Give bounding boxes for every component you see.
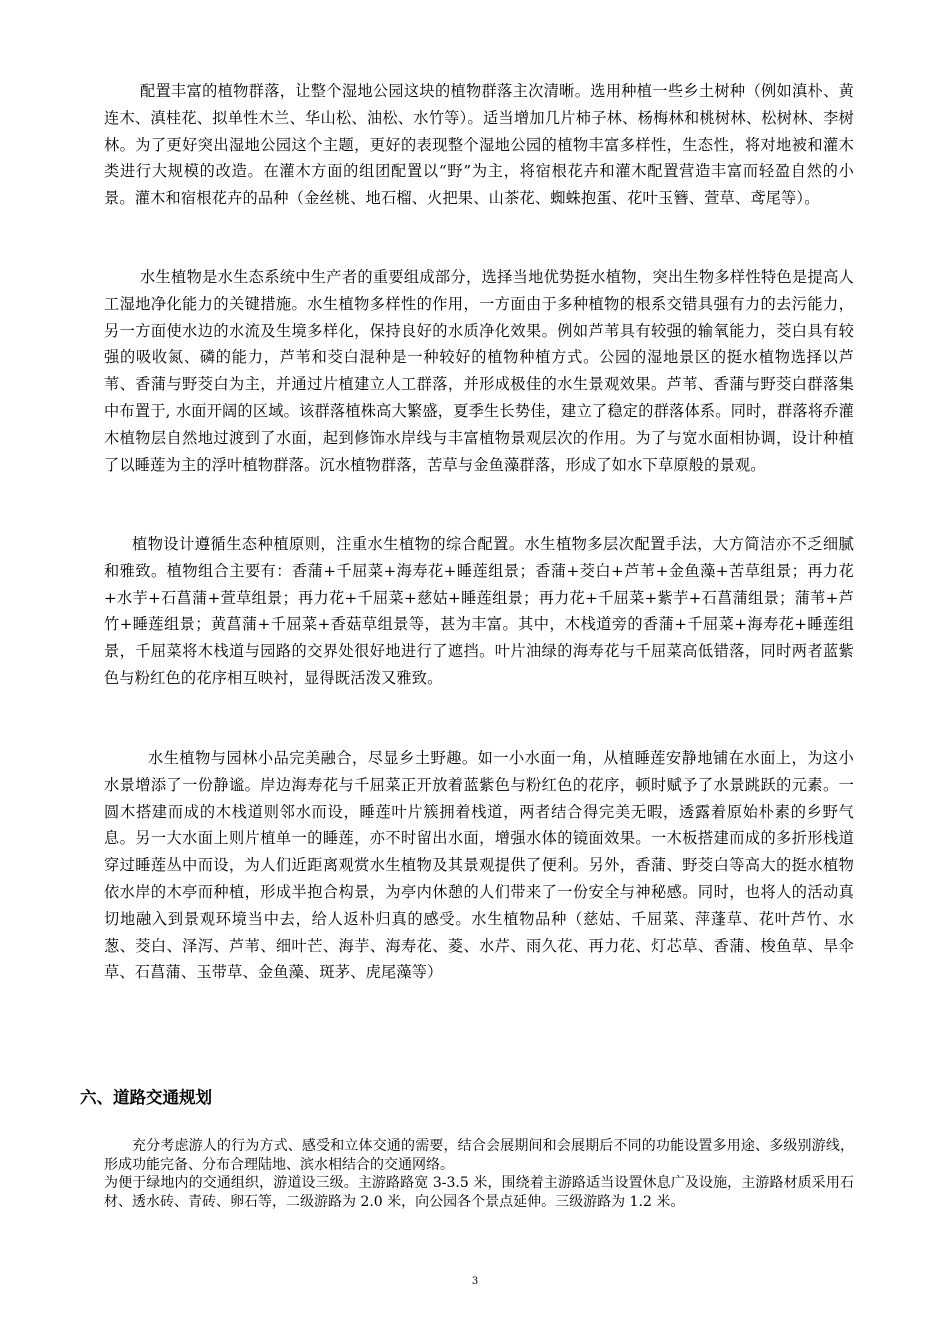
paragraph-path-levels: 为便于绿地内的交通组织，游道设三级。主游路路宽 3-3.5 米，围绕着主游路适当设置休息广及设施，主游路材质采用石材、透水砖、青砖、卵石等，二级游路为 2.0 米，向公园各个景点延伸。三级游路为 1.2 米。	[104, 1175, 854, 1210]
paragraph-aquatic-plants: 水生植物是水生态系统中生产者的重要组成部分，选择当地优势挺水植物，突出生物多样性特色是提高人工湿地净化能力的关键措施。水生植物多样性的作用，一方面由于多种植物的根系交错具强有力的去污能力，另一方面使水边的水流及生境多样化，保持良好的水质净化效果。例如芦苇具有较强的输氧能力，茭白具有较强的吸收氮、磷的能力，芦苇和茭白混种是一种较好的植物种植方式。公园的湿地景区的挺水植物选择以芦苇、香蒲与野茭白为主，并通过片植建立人工群落，并形成极佳的水生景观效果。芦苇、香蒲与野茭白群落集中布置于, 水面开阔的区域。该群落植株高大繁盛，夏季生长势佳，建立了稳定的群落体系。同时，群落将乔灌木植物层自然地过渡到了水面，起到修饰水岸线与丰富植物景观层次的作用。为了与宽水面相协调，设计种植了以睡莲为主的浮叶植物群落。沉水植物群落，苦草与金鱼藻群落，形成了如水下草原般的景观。	[104, 268, 854, 474]
paragraph-garden-features: 水生植物与园林小品完美融合，尽显乡土野趣。如一小水面一角，从植睡莲安静地铺在水面上，为这小水景增添了一份静谧。岸边海寿花与千屈菜正开放着蓝紫色与粉红色的花序，顿时赋予了水景跳跃的元素。一圆木搭建而成的木栈道则邻水而设，睡莲叶片簇拥着栈道，两者结合得完美无暇，透露着原始朴素的乡野气息。另一大水面上则片植单一的睡莲，亦不时留出水面，增强水体的镜面效果。一木板搭建而成的多折形栈道穿过睡莲丛中而设，为人们近距离观赏水生植物及其景观提供了便利。另外，香蒲、野茭白等高大的挺水植物依水岸的木亭而种植，形成半抱合构景，为亭内休憩的人们带来了一份安全与神秘感。同时，也将人的活动真切地融入到景观环境当中去，给人返朴归真的感受。水生植物品种（慈姑、千屈菜、萍蓬草、花叶芦竹、水葱、茭白、泽泻、芦苇、细叶芒、海芋、海寿花、菱、水芹、雨久花、再力花、灯芯草、香蒲、梭鱼草、旱伞草、石菖蒲、玉带草、金鱼藻、斑茅、虎尾藻等）	[104, 749, 854, 982]
paragraph-traffic-network: 充分考虑游人的行为方式、感受和立体交通的需要，结合会展期间和会展期后不同的功能设置多用途、多级别游线，形成功能完备、分布合理陆地、滨水相结合的交通网络。	[104, 1138, 854, 1173]
section-heading-road-traffic: 六、道路交通规划	[80, 1088, 212, 1107]
paragraph-plants-community: 配置丰富的植物群落，让整个湿地公园这块的植物群落主次清晰。选用种植一些乡土树种（例如滇朴、黄连木、滇桂花、拟单性木兰、华山松、油松、水竹等）。适当增加几片柿子林、杨梅林和桃树林、松树林、李树林。为了更好突出湿地公园这个主题，更好的表现整个湿地公园的植物丰富多样性，生态性，将对地被和灌木类进行大规模的改造。在灌木方面的组团配置以“野”为主，将宿根花卉和灌木配置营造丰富而轻盈自然的小景。灌木和宿根花卉的品种（金丝桃、地石榴、火把果、山茶花、蜘蛛抱蛋、花叶玉簪、萱草、鸢尾等）。	[104, 82, 854, 208]
paragraph-planting-design: 植物设计遵循生态种植原则，注重水生植物的综合配置。水生植物多层次配置手法，大方简洁亦不乏细腻和雅致。植物组合主要有：香蒲+千屈菜+海寿花+睡莲组景；香蒲+茭白+芦苇+金鱼藻+苦草组景；再力花+水芋+石菖蒲+萱草组景；再力花+千屈菜+慈姑+睡莲组景；再力花+千屈菜+紫芋+石菖蒲组景；蒲苇+芦竹+睡莲组景；黄菖蒲+千屈菜+香菇草组景等，甚为丰富。其中，木栈道旁的香蒲+千屈菜+海寿花+睡莲组景，千屈菜将木栈道与园路的交界处很好地进行了遮挡。叶片油绿的海寿花与千屈菜高低错落，同时两者蓝紫色与粉红色的花序相互映衬，显得既活泼又雅致。	[104, 535, 854, 687]
page-number: 3	[471, 1276, 479, 1287]
